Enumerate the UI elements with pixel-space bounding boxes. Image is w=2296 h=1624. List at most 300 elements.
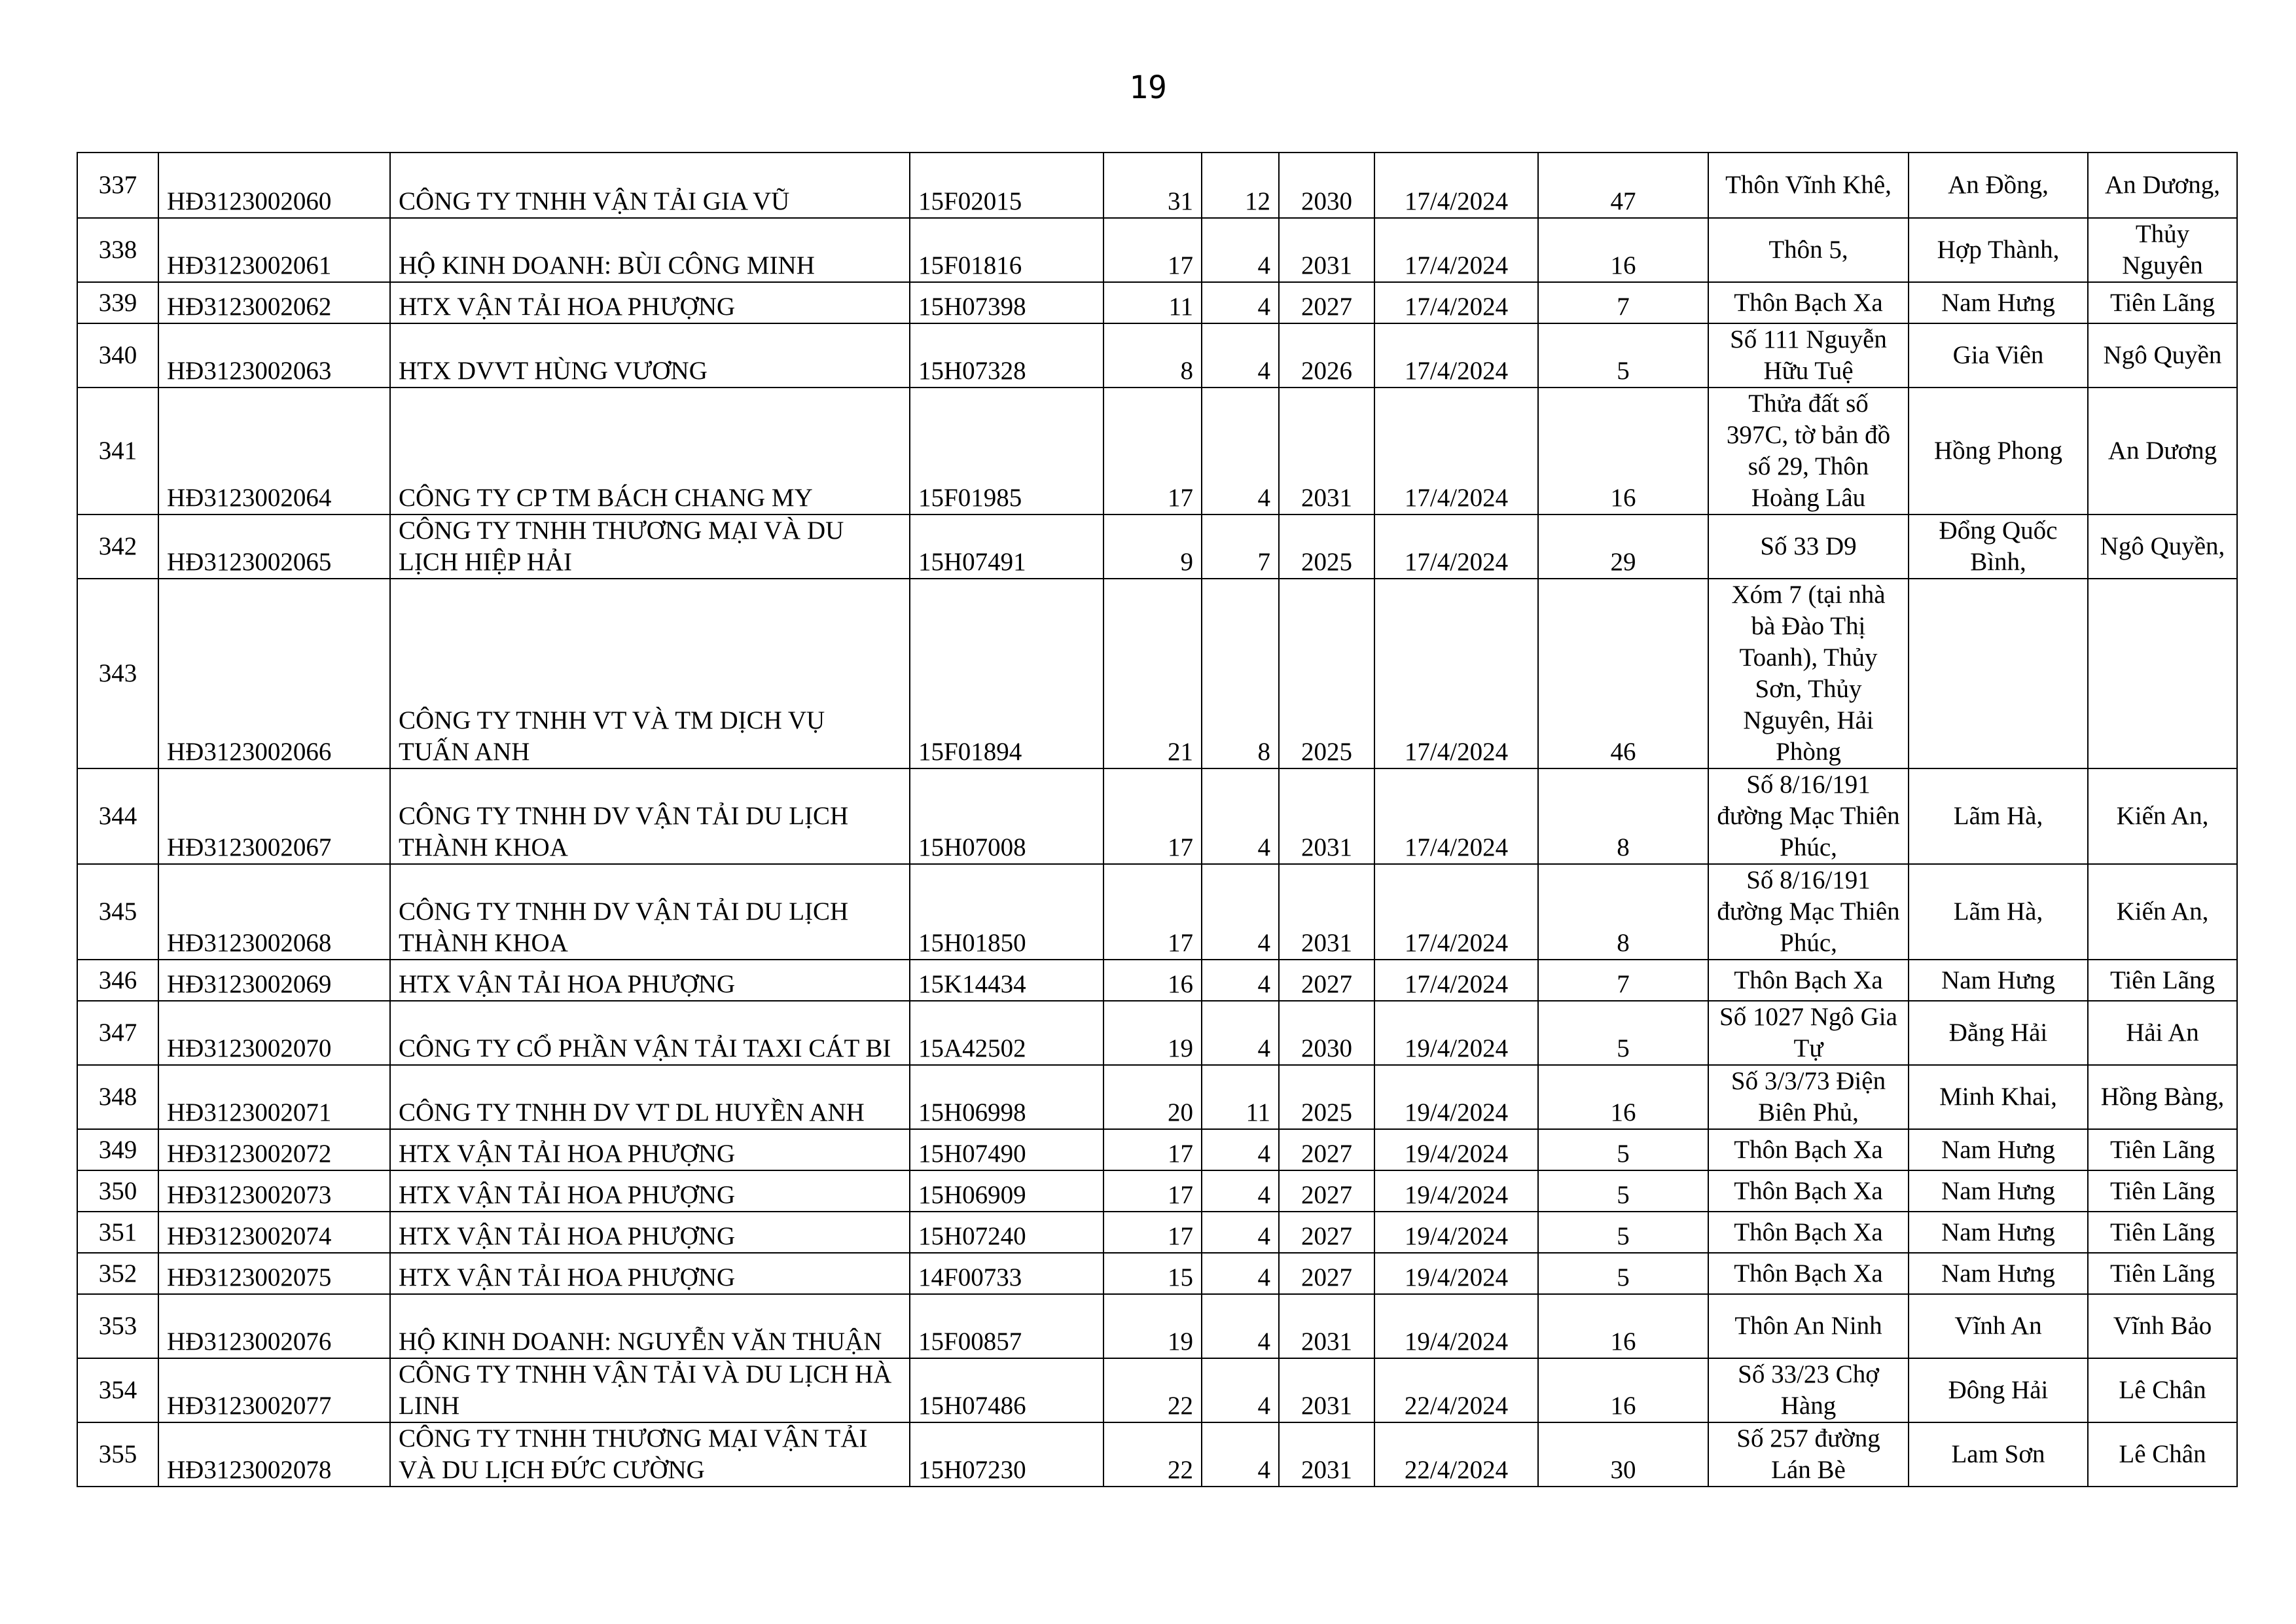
row-number-text: 351 [98, 1218, 137, 1246]
seat-count-text: 5 [1617, 1181, 1630, 1209]
cell-ward [1909, 1294, 2088, 1358]
value-b-text: 4 [1257, 833, 1270, 861]
cell-contract-code [158, 282, 390, 323]
cell-license-plate [910, 153, 1103, 218]
value-a-text: 22 [1168, 1392, 1193, 1420]
cell-company-name [390, 579, 910, 768]
value-a-text: 17 [1168, 484, 1193, 512]
company-name-text: CÔNG TY TNHH DV VẬN TẢI DU LỊCH THÀNH KHOA [399, 802, 849, 861]
district-text: Thủy Nguyên [2122, 220, 2203, 280]
cell-license-plate [910, 768, 1103, 864]
cell-contract-code [158, 388, 390, 514]
cell-value-b [1202, 1253, 1279, 1294]
contract-code-text: HĐ3123002064 [167, 484, 332, 512]
cell-district [2088, 323, 2237, 388]
cell-ward [1909, 153, 2088, 218]
table-row [77, 1358, 2237, 1422]
expiry-year-text: 2025 [1301, 548, 1352, 576]
value-b-text: 4 [1257, 1140, 1270, 1168]
district-text: Lê Chân [2119, 1440, 2206, 1468]
company-name-text: CÔNG TY TNHH DV VT DL HUYỀN ANH [399, 1098, 865, 1127]
issue-date-text: 17/4/2024 [1404, 484, 1509, 512]
cell-license-plate [910, 1358, 1103, 1422]
address-text: Số 257 đường Lán Bè [1736, 1424, 1880, 1484]
table-body [77, 153, 2237, 1487]
issue-date-text: 19/4/2024 [1404, 1181, 1509, 1209]
ward-text: Lãm Hà, [1953, 802, 2043, 830]
table-row [77, 1422, 2237, 1487]
district-text: Kiến An, [2116, 802, 2209, 830]
cell-address [1708, 768, 1909, 864]
contract-code-text: HĐ3123002062 [167, 293, 332, 321]
company-name-text: CÔNG TY TNHH VẬN TẢI GIA VŨ [399, 187, 790, 215]
ward-text: Nam Hưng [1941, 1218, 2055, 1246]
cell-value-a [1103, 864, 1202, 960]
cell-seat-count [1538, 579, 1708, 768]
cell-district [2088, 1001, 2237, 1065]
cell-issue-date [1374, 1212, 1538, 1253]
address-text: Số 8/16/191 đường Mạc Thiên Phúc, [1717, 866, 1900, 957]
issue-date-text: 17/4/2024 [1404, 357, 1509, 385]
row-number-text: 340 [98, 341, 137, 369]
cell-value-a [1103, 388, 1202, 514]
ward-text: Lam Sơn [1951, 1440, 2045, 1468]
cell-address [1708, 514, 1909, 579]
cell-row-number [77, 1001, 158, 1065]
license-plate-text: 15H06909 [918, 1181, 1026, 1209]
expiry-year-text: 2031 [1301, 484, 1352, 512]
expiry-year-text: 2027 [1301, 970, 1352, 998]
row-number-text: 349 [98, 1135, 137, 1164]
license-plate-text: 15H07328 [918, 357, 1026, 385]
seat-count-text: 7 [1617, 970, 1630, 998]
district-text: Ngô Quyền, [2100, 532, 2225, 560]
table-row [77, 388, 2237, 514]
value-a-text: 17 [1168, 929, 1193, 957]
cell-issue-date [1374, 1129, 1538, 1170]
row-number-text: 337 [98, 171, 137, 199]
cell-value-b [1202, 153, 1279, 218]
address-text: Xóm 7 (tại nhà bà Đào Thị Toanh), Thủy Sơn, Thủy Nguyên, Hải Phòng [1731, 581, 1886, 766]
seat-count-text: 46 [1610, 738, 1636, 766]
cell-value-b [1202, 1170, 1279, 1212]
company-name-text: HTX VẬN TẢI HOA PHƯỢNG [399, 1222, 736, 1250]
value-a-text: 17 [1168, 251, 1193, 280]
cell-seat-count [1538, 1422, 1708, 1487]
issue-date-text: 17/4/2024 [1404, 548, 1509, 576]
address-text: Thôn Bạch Xa [1734, 1259, 1883, 1288]
cell-contract-code [158, 1294, 390, 1358]
ward-text: Nam Hưng [1941, 288, 2055, 317]
cell-value-b [1202, 1001, 1279, 1065]
cell-value-b [1202, 323, 1279, 388]
cell-seat-count [1538, 323, 1708, 388]
cell-license-plate [910, 1170, 1103, 1212]
cell-expiry-year [1279, 1294, 1374, 1358]
value-b-text: 4 [1257, 1034, 1270, 1062]
cell-company-name [390, 514, 910, 579]
registration-table [77, 152, 2238, 1487]
license-plate-text: 15F01894 [918, 738, 1022, 766]
district-text: Tiên Lãng [2110, 1176, 2215, 1205]
district-text: Tiên Lãng [2110, 1135, 2215, 1164]
row-number-text: 347 [98, 1019, 137, 1047]
cell-district [2088, 1422, 2237, 1487]
address-text: Số 111 Nguyễn Hữu Tuệ [1730, 325, 1887, 385]
cell-address [1708, 1294, 1909, 1358]
cell-contract-code [158, 579, 390, 768]
table-row [77, 1212, 2237, 1253]
value-a-text: 8 [1180, 357, 1193, 385]
value-a-text: 15 [1168, 1263, 1193, 1291]
cell-seat-count [1538, 768, 1708, 864]
cell-value-a [1103, 579, 1202, 768]
cell-ward [1909, 1001, 2088, 1065]
cell-district [2088, 282, 2237, 323]
cell-address [1708, 153, 1909, 218]
cell-ward [1909, 960, 2088, 1001]
cell-contract-code [158, 1358, 390, 1422]
seat-count-text: 5 [1617, 1140, 1630, 1168]
cell-expiry-year [1279, 1129, 1374, 1170]
company-name-text: CÔNG TY CP TM BÁCH CHANG MY [399, 484, 813, 512]
cell-row-number [77, 1212, 158, 1253]
table-row [77, 153, 2237, 218]
cell-district [2088, 388, 2237, 514]
cell-ward [1909, 218, 2088, 282]
cell-company-name [390, 1294, 910, 1358]
company-name-text: CÔNG TY TNHH VẬN TẢI VÀ DU LỊCH HÀ LINH [399, 1360, 892, 1420]
value-b-text: 8 [1257, 738, 1270, 766]
address-text: Số 1027 Ngô Gia Tự [1719, 1003, 1897, 1062]
seat-count-text: 16 [1610, 484, 1636, 512]
cell-company-name [390, 1212, 910, 1253]
cell-company-name [390, 768, 910, 864]
license-plate-text: 15F00857 [918, 1327, 1022, 1356]
value-b-text: 4 [1257, 1181, 1270, 1209]
cell-seat-count [1538, 1065, 1708, 1129]
table-row [77, 1065, 2237, 1129]
cell-issue-date [1374, 388, 1538, 514]
cell-value-b [1202, 960, 1279, 1001]
table-row [77, 768, 2237, 864]
cell-ward [1909, 323, 2088, 388]
expiry-year-text: 2025 [1301, 738, 1352, 766]
cell-value-b [1202, 282, 1279, 323]
company-name-text: CÔNG TY CỔ PHẦN VẬN TẢI TAXI CÁT BI [399, 1034, 891, 1062]
cell-issue-date [1374, 1170, 1538, 1212]
value-a-text: 16 [1168, 970, 1193, 998]
cell-contract-code [158, 1422, 390, 1487]
cell-contract-code [158, 1253, 390, 1294]
license-plate-text: 15A42502 [918, 1034, 1026, 1062]
issue-date-text: 22/4/2024 [1404, 1456, 1509, 1484]
cell-value-a [1103, 153, 1202, 218]
cell-license-plate [910, 1294, 1103, 1358]
value-b-text: 4 [1257, 1456, 1270, 1484]
value-a-text: 21 [1168, 738, 1193, 766]
cell-row-number [77, 388, 158, 514]
cell-license-plate [910, 323, 1103, 388]
company-name-text: HTX DVVT HÙNG VƯƠNG [399, 357, 708, 385]
address-text: Số 8/16/191 đường Mạc Thiên Phúc, [1717, 770, 1900, 861]
issue-date-text: 19/4/2024 [1404, 1263, 1509, 1291]
ward-text: Nam Hưng [1941, 1135, 2055, 1164]
cell-district [2088, 153, 2237, 218]
row-number-text: 350 [98, 1176, 137, 1205]
cell-issue-date [1374, 514, 1538, 579]
contract-code-text: HĐ3123002065 [167, 548, 332, 576]
value-b-text: 4 [1257, 1263, 1270, 1291]
cell-issue-date [1374, 1253, 1538, 1294]
issue-date-text: 17/4/2024 [1404, 293, 1509, 321]
district-text: An Dương, [2104, 171, 2221, 199]
value-a-text: 17 [1168, 1140, 1193, 1168]
table-row [77, 1129, 2237, 1170]
cell-expiry-year [1279, 1170, 1374, 1212]
company-name-text: HTX VẬN TẢI HOA PHƯỢNG [399, 293, 736, 321]
cell-value-a [1103, 1170, 1202, 1212]
license-plate-text: 15F02015 [918, 187, 1022, 215]
cell-address [1708, 960, 1909, 1001]
cell-expiry-year [1279, 218, 1374, 282]
value-b-text: 4 [1257, 1327, 1270, 1356]
ward-text: Nam Hưng [1941, 1176, 2055, 1205]
expiry-year-text: 2031 [1301, 1456, 1352, 1484]
cell-row-number [77, 960, 158, 1001]
value-b-text: 11 [1246, 1098, 1270, 1127]
cell-contract-code [158, 153, 390, 218]
cell-value-a [1103, 768, 1202, 864]
address-text: Thửa đất số 397C, tờ bản đồ số 29, Thôn Hoàng Lâu [1726, 389, 1891, 512]
cell-company-name [390, 864, 910, 960]
district-text: Ngô Quyền [2103, 341, 2222, 369]
license-plate-text: 15H07491 [918, 548, 1026, 576]
cell-ward [1909, 579, 2088, 768]
cell-ward [1909, 388, 2088, 514]
cell-ward [1909, 768, 2088, 864]
ward-text: Vĩnh An [1954, 1312, 2042, 1340]
cell-contract-code [158, 514, 390, 579]
cell-expiry-year [1279, 388, 1374, 514]
cell-row-number [77, 323, 158, 388]
cell-seat-count [1538, 153, 1708, 218]
license-plate-text: 15H01850 [918, 929, 1026, 957]
address-text: Thôn An Ninh [1734, 1312, 1882, 1340]
cell-district [2088, 1065, 2237, 1129]
cell-seat-count [1538, 1294, 1708, 1358]
cell-value-a [1103, 1294, 1202, 1358]
cell-seat-count [1538, 1358, 1708, 1422]
ward-text: Đằng Hải [1948, 1019, 2048, 1047]
address-text: Thôn 5, [1768, 236, 1848, 264]
ward-text: Nam Hưng [1941, 965, 2055, 994]
cell-row-number [77, 1129, 158, 1170]
cell-issue-date [1374, 1001, 1538, 1065]
ward-text: Minh Khai, [1939, 1083, 2057, 1111]
address-text: Thôn Bạch Xa [1734, 1135, 1883, 1164]
license-plate-text: 15H06998 [918, 1098, 1026, 1127]
seat-count-text: 5 [1617, 1034, 1630, 1062]
cell-expiry-year [1279, 1253, 1374, 1294]
cell-license-plate [910, 514, 1103, 579]
contract-code-text: HĐ3123002069 [167, 970, 332, 998]
cell-seat-count [1538, 1212, 1708, 1253]
license-plate-text: 15H07230 [918, 1456, 1026, 1484]
contract-code-text: HĐ3123002061 [167, 251, 332, 280]
cell-value-a [1103, 1212, 1202, 1253]
district-text: Hồng Bàng, [2100, 1083, 2225, 1111]
cell-contract-code [158, 864, 390, 960]
row-number-text: 353 [98, 1312, 137, 1340]
expiry-year-text: 2027 [1301, 1222, 1352, 1250]
cell-contract-code [158, 1129, 390, 1170]
cell-row-number [77, 1294, 158, 1358]
cell-issue-date [1374, 323, 1538, 388]
cell-address [1708, 1170, 1909, 1212]
address-text: Số 3/3/73 Điện Biên Phủ, [1731, 1067, 1886, 1127]
cell-company-name [390, 323, 910, 388]
cell-issue-date [1374, 864, 1538, 960]
expiry-year-text: 2027 [1301, 1181, 1352, 1209]
license-plate-text: 15H07008 [918, 833, 1026, 861]
table-row [77, 579, 2237, 768]
district-text: Vĩnh Bảo [2113, 1312, 2212, 1340]
cell-license-plate [910, 1065, 1103, 1129]
table-row [77, 282, 2237, 323]
cell-value-a [1103, 323, 1202, 388]
cell-address [1708, 388, 1909, 514]
district-text: An Dương [2108, 437, 2217, 465]
cell-expiry-year [1279, 1422, 1374, 1487]
cell-expiry-year [1279, 282, 1374, 323]
row-number-text: 345 [98, 897, 137, 926]
seat-count-text: 29 [1610, 548, 1636, 576]
cell-ward [1909, 864, 2088, 960]
contract-code-text: HĐ3123002067 [167, 833, 332, 861]
district-text: Tiên Lãng [2110, 288, 2215, 317]
expiry-year-text: 2030 [1301, 187, 1352, 215]
value-b-text: 4 [1257, 484, 1270, 512]
cell-row-number [77, 1358, 158, 1422]
cell-issue-date [1374, 1065, 1538, 1129]
ward-text: An Đồng, [1948, 171, 2049, 199]
cell-district [2088, 514, 2237, 579]
cell-issue-date [1374, 153, 1538, 218]
cell-address [1708, 1212, 1909, 1253]
contract-code-text: HĐ3123002077 [167, 1392, 332, 1420]
cell-seat-count [1538, 1001, 1708, 1065]
cell-value-b [1202, 218, 1279, 282]
cell-company-name [390, 282, 910, 323]
value-b-text: 4 [1257, 251, 1270, 280]
seat-count-text: 5 [1617, 1222, 1630, 1250]
cell-company-name [390, 960, 910, 1001]
expiry-year-text: 2027 [1301, 293, 1352, 321]
company-name-text: HTX VẬN TẢI HOA PHƯỢNG [399, 970, 736, 998]
company-name-text: CÔNG TY TNHH VT VÀ TM DỊCH VỤ TUẤN ANH [399, 706, 825, 766]
cell-expiry-year [1279, 1212, 1374, 1253]
expiry-year-text: 2027 [1301, 1140, 1352, 1168]
company-name-text: HỘ KINH DOANH: NGUYỄN VĂN THUẬN [399, 1327, 882, 1356]
cell-value-a [1103, 1253, 1202, 1294]
seat-count-text: 47 [1610, 187, 1636, 215]
row-number-text: 352 [98, 1259, 137, 1288]
cell-row-number [77, 282, 158, 323]
expiry-year-text: 2031 [1301, 1327, 1352, 1356]
cell-company-name [390, 1422, 910, 1487]
ward-text: Hợp Thành, [1937, 236, 2060, 264]
cell-value-b [1202, 864, 1279, 960]
cell-value-a [1103, 1358, 1202, 1422]
address-text: Thôn Bạch Xa [1734, 965, 1883, 994]
district-text: Tiên Lãng [2110, 1218, 2215, 1246]
cell-address [1708, 864, 1909, 960]
seat-count-text: 16 [1610, 1098, 1636, 1127]
seat-count-text: 5 [1617, 357, 1630, 385]
value-a-text: 20 [1168, 1098, 1193, 1127]
cell-value-a [1103, 514, 1202, 579]
cell-company-name [390, 1358, 910, 1422]
cell-contract-code [158, 323, 390, 388]
expiry-year-text: 2031 [1301, 833, 1352, 861]
value-a-text: 11 [1168, 293, 1193, 321]
cell-contract-code [158, 218, 390, 282]
cell-seat-count [1538, 218, 1708, 282]
cell-company-name [390, 388, 910, 514]
cell-district [2088, 864, 2237, 960]
table-row [77, 864, 2237, 960]
issue-date-text: 17/4/2024 [1404, 251, 1509, 280]
expiry-year-text: 2026 [1301, 357, 1352, 385]
value-b-text: 4 [1257, 293, 1270, 321]
license-plate-text: 15H07486 [918, 1392, 1026, 1420]
cell-contract-code [158, 1065, 390, 1129]
contract-code-text: HĐ3123002076 [167, 1327, 332, 1356]
cell-address [1708, 323, 1909, 388]
row-number-text: 344 [98, 802, 137, 830]
cell-seat-count [1538, 960, 1708, 1001]
contract-code-text: HĐ3123002070 [167, 1034, 332, 1062]
company-name-text: HỘ KINH DOANH: BÙI CÔNG MINH [399, 251, 815, 280]
cell-value-b [1202, 514, 1279, 579]
cell-value-b [1202, 1065, 1279, 1129]
cell-row-number [77, 153, 158, 218]
cell-contract-code [158, 1170, 390, 1212]
cell-district [2088, 1129, 2237, 1170]
cell-ward [1909, 1422, 2088, 1487]
value-b-text: 7 [1257, 548, 1270, 576]
ward-text: Gia Viên [1952, 341, 2044, 369]
table-row [77, 1170, 2237, 1212]
ward-text: Lãm Hà, [1953, 897, 2043, 926]
issue-date-text: 19/4/2024 [1404, 1140, 1509, 1168]
seat-count-text: 8 [1617, 833, 1630, 861]
contract-code-text: HĐ3123002074 [167, 1222, 332, 1250]
cell-value-b [1202, 388, 1279, 514]
cell-address [1708, 218, 1909, 282]
cell-district [2088, 1212, 2237, 1253]
expiry-year-text: 2031 [1301, 1392, 1352, 1420]
district-text: Tiên Lãng [2110, 965, 2215, 994]
cell-expiry-year [1279, 1358, 1374, 1422]
cell-address [1708, 1001, 1909, 1065]
cell-value-a [1103, 960, 1202, 1001]
cell-seat-count [1538, 1170, 1708, 1212]
cell-expiry-year [1279, 864, 1374, 960]
cell-license-plate [910, 388, 1103, 514]
license-plate-text: 15H07490 [918, 1140, 1026, 1168]
